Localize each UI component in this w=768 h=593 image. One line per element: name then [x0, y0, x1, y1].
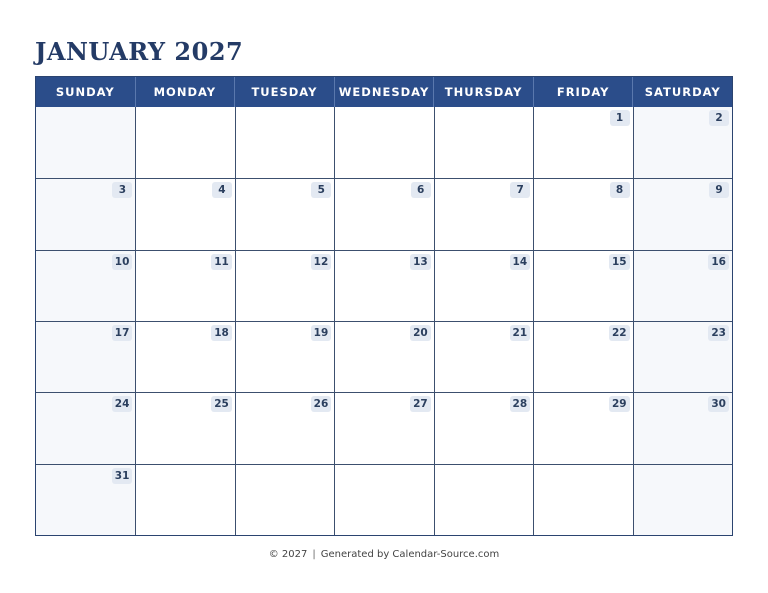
- day-cell[interactable]: [533, 321, 632, 392]
- weekday-header-row: [36, 77, 732, 107]
- footer: [0, 549, 768, 560]
- day-cell[interactable]: [533, 250, 632, 321]
- day-cell[interactable]: [434, 250, 533, 321]
- weekday-header-thursday: THURSDAY: [433, 77, 533, 107]
- day-number: 7: [510, 182, 530, 198]
- day-cell[interactable]: [135, 178, 234, 249]
- day-number: 1: [610, 110, 630, 126]
- day-cell[interactable]: [36, 107, 135, 178]
- day-number: 23: [708, 325, 729, 341]
- day-cell[interactable]: [235, 321, 334, 392]
- calendar-grid: [36, 107, 732, 535]
- footer-copyright: © 2027: [268, 549, 308, 560]
- day-number: 12: [311, 254, 332, 270]
- day-number: 2: [709, 110, 729, 126]
- day-number: 17: [112, 325, 133, 341]
- day-number: 14: [510, 254, 531, 270]
- day-cell[interactable]: [633, 178, 732, 249]
- day-cell[interactable]: [334, 392, 433, 463]
- day-cell[interactable]: [36, 321, 135, 392]
- day-cell[interactable]: [135, 392, 234, 463]
- day-cell[interactable]: [434, 178, 533, 249]
- day-cell[interactable]: [434, 107, 533, 178]
- day-cell[interactable]: [235, 250, 334, 321]
- day-number: 8: [610, 182, 630, 198]
- day-cell[interactable]: [533, 178, 632, 249]
- day-number: 29: [609, 396, 630, 412]
- footer-generated-by: Generated by Calendar-Source.com: [320, 549, 500, 560]
- day-cell[interactable]: [334, 178, 433, 249]
- day-number: 24: [112, 396, 133, 412]
- day-number: 30: [708, 396, 729, 412]
- day-number: 6: [411, 182, 431, 198]
- day-number: 16: [708, 254, 729, 270]
- day-cell[interactable]: [434, 392, 533, 463]
- weekday-header-wednesday: WEDNESDAY: [334, 77, 434, 107]
- day-number: 25: [211, 396, 232, 412]
- day-cell[interactable]: [633, 321, 732, 392]
- day-number: 20: [410, 325, 431, 341]
- day-cell[interactable]: [135, 250, 234, 321]
- day-cell[interactable]: [334, 250, 433, 321]
- weekday-header-friday: FRIDAY: [533, 77, 633, 107]
- day-number: 31: [112, 468, 133, 484]
- day-number: 21: [510, 325, 531, 341]
- day-cell[interactable]: [533, 392, 632, 463]
- day-cell[interactable]: [135, 321, 234, 392]
- weekday-header-tuesday: TUESDAY: [234, 77, 334, 107]
- day-cell[interactable]: [633, 107, 732, 178]
- day-number: 11: [211, 254, 232, 270]
- day-number: 3: [112, 182, 132, 198]
- day-number: 13: [410, 254, 431, 270]
- day-number: 22: [609, 325, 630, 341]
- day-cell[interactable]: [334, 464, 433, 535]
- day-cell[interactable]: [533, 107, 632, 178]
- day-cell[interactable]: [334, 107, 433, 178]
- day-cell[interactable]: [36, 464, 135, 535]
- weekday-header-saturday: SATURDAY: [632, 77, 732, 107]
- day-number: 28: [510, 396, 531, 412]
- day-cell[interactable]: [633, 250, 732, 321]
- calendar-title: JANUARY 2027: [35, 37, 244, 66]
- day-cell[interactable]: [235, 107, 334, 178]
- day-cell[interactable]: [434, 464, 533, 535]
- day-number: 15: [609, 254, 630, 270]
- day-cell[interactable]: [633, 392, 732, 463]
- day-cell[interactable]: [334, 321, 433, 392]
- day-number: 9: [709, 182, 729, 198]
- day-cell[interactable]: [633, 464, 732, 535]
- day-cell[interactable]: [533, 464, 632, 535]
- footer-separator: |: [312, 549, 316, 560]
- day-cell[interactable]: [36, 250, 135, 321]
- day-number: 5: [311, 182, 331, 198]
- day-number: 27: [410, 396, 431, 412]
- day-number: 18: [211, 325, 232, 341]
- calendar-table: [35, 76, 733, 536]
- day-cell[interactable]: [235, 178, 334, 249]
- day-cell[interactable]: [36, 178, 135, 249]
- day-cell[interactable]: [434, 321, 533, 392]
- day-cell[interactable]: [235, 392, 334, 463]
- weekday-header-monday: MONDAY: [135, 77, 235, 107]
- weekday-header-sunday: SUNDAY: [55, 85, 115, 99]
- day-number: 4: [212, 182, 232, 198]
- day-cell[interactable]: [36, 392, 135, 463]
- day-cell[interactable]: [135, 464, 234, 535]
- day-number: 10: [112, 254, 133, 270]
- day-number: 19: [311, 325, 332, 341]
- day-cell[interactable]: [235, 464, 334, 535]
- day-cell[interactable]: [135, 107, 234, 178]
- day-number: 26: [311, 396, 332, 412]
